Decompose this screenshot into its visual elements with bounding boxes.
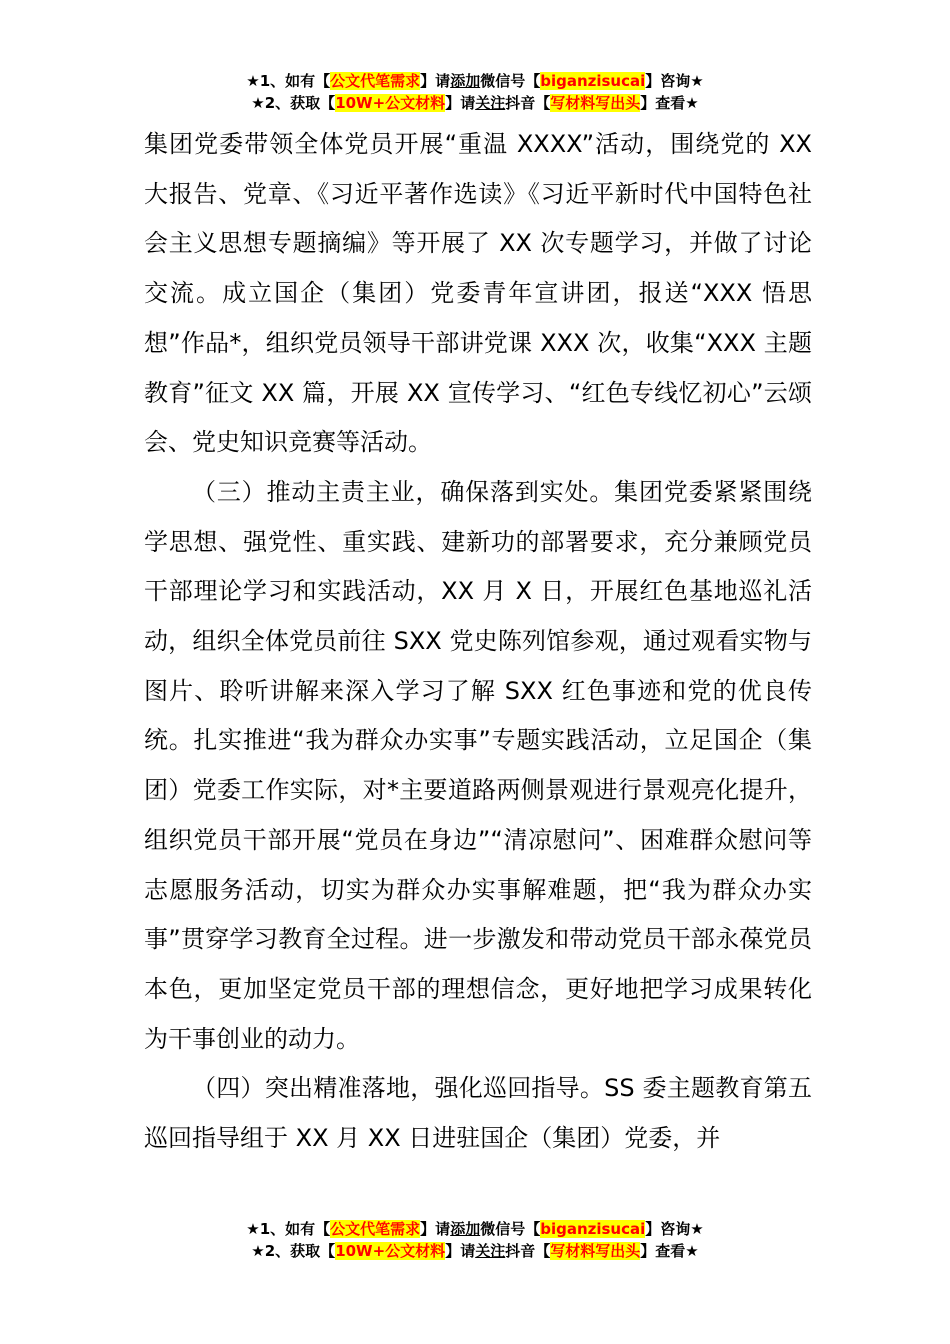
banner-text: ★1、如有【 [246, 72, 331, 90]
document-body [144, 120, 812, 1164]
banner-emphasis: 关注 [475, 94, 506, 112]
banner-text: 】咨询★ [645, 1220, 704, 1238]
paragraph: 集团党委带领全体党员开展“重温 XXXX”活动，围绕党的 XX 大报告、党章、《习近平著作选读》《习近平新时代中国特色社会主义思想专题摘编》等开展了 XX 次专题学习，并做了讨论交流。成立国企（集团）党委青年宣讲团，报送“XXX 悟思想”作品*，组织党员领导干部讲党课 XXX 次，收集“XXX 主题教育”征文 XX 篇，开展 XX 宣传学习、“红色专线忆初心”云颂会、党史知识竞赛等活动。 [144, 130, 812, 457]
banner-text: 抖音【 [505, 1242, 551, 1260]
banner-line-1 [0, 1218, 950, 1240]
banner-text: 微信号【 [480, 1220, 541, 1238]
banner-text: 】咨询★ [645, 72, 704, 90]
banner-text: ★2、获取【 [251, 94, 336, 112]
banner-highlight: biganzisucai [540, 72, 646, 90]
paragraph: （三）推动主责主业，确保落到实处。集团党委紧紧围绕学思想、强党性、重实践、建新功的部署要求，充分兼顾党员干部理论学习和实践活动，XX 月 X 日，开展红色基地巡礼活动，组织全体党员前往 SXX 党史陈列馆参观，通过观看实物与图片、聆听讲解来深入学习了解 SXX 红色事迹和党的优良传统。扎实推进“我为群众办实事”专题实践活动，立足国企（集团）党委工作实际，对*主要道路两侧景观进行景观亮化提升，组织党员干部开展“党员在身边”“清凉慰问”、困难群众慰问等志愿服务活动，切实为群众办实事解难题，把“我为群众办实事”贯穿学习教育全过程。进一步激发和带动党员干部永葆党员本色，更加坚定党员干部的理想信念，更好地把学习成果转化为干事创业的动力。 [144, 477, 812, 1053]
banner-text: 】查看★ [640, 1242, 699, 1260]
banner-emphasis: 关注 [475, 1242, 506, 1260]
banner-highlight: biganzisucai [540, 1220, 646, 1238]
banner-emphasis: 添加 [450, 72, 481, 90]
banner-line-2 [0, 1240, 950, 1262]
banner-text: 】请 [420, 72, 451, 90]
banner-text: 微信号【 [480, 72, 541, 90]
banner-text: 】查看★ [640, 94, 699, 112]
banner-highlight: 10W+公文材料 [335, 1242, 446, 1260]
banner-line-2 [0, 92, 950, 114]
footer-banner [0, 1218, 950, 1262]
banner-text: ★1、如有【 [246, 1220, 331, 1238]
banner-highlight: 公文代笔需求 [330, 1220, 421, 1238]
banner-highlight: 10W+公文材料 [335, 94, 446, 112]
header-banner [0, 70, 950, 114]
banner-highlight: 写材料写出头 [550, 94, 641, 112]
banner-text: 】请 [420, 1220, 451, 1238]
banner-text: 抖音【 [505, 94, 551, 112]
banner-highlight: 写材料写出头 [550, 1242, 641, 1260]
banner-text: 】请 [445, 1242, 476, 1260]
banner-text: ★2、获取【 [251, 1242, 336, 1260]
banner-line-1 [0, 70, 950, 92]
banner-text: 】请 [445, 94, 476, 112]
banner-highlight: 公文代笔需求 [330, 72, 421, 90]
paragraph: （四）突出精准落地，强化巡回指导。SS 委主题教育第五巡回指导组于 XX 月 XX 日进驻国企（集团）党委，并 [144, 1074, 812, 1153]
banner-emphasis: 添加 [450, 1220, 481, 1238]
